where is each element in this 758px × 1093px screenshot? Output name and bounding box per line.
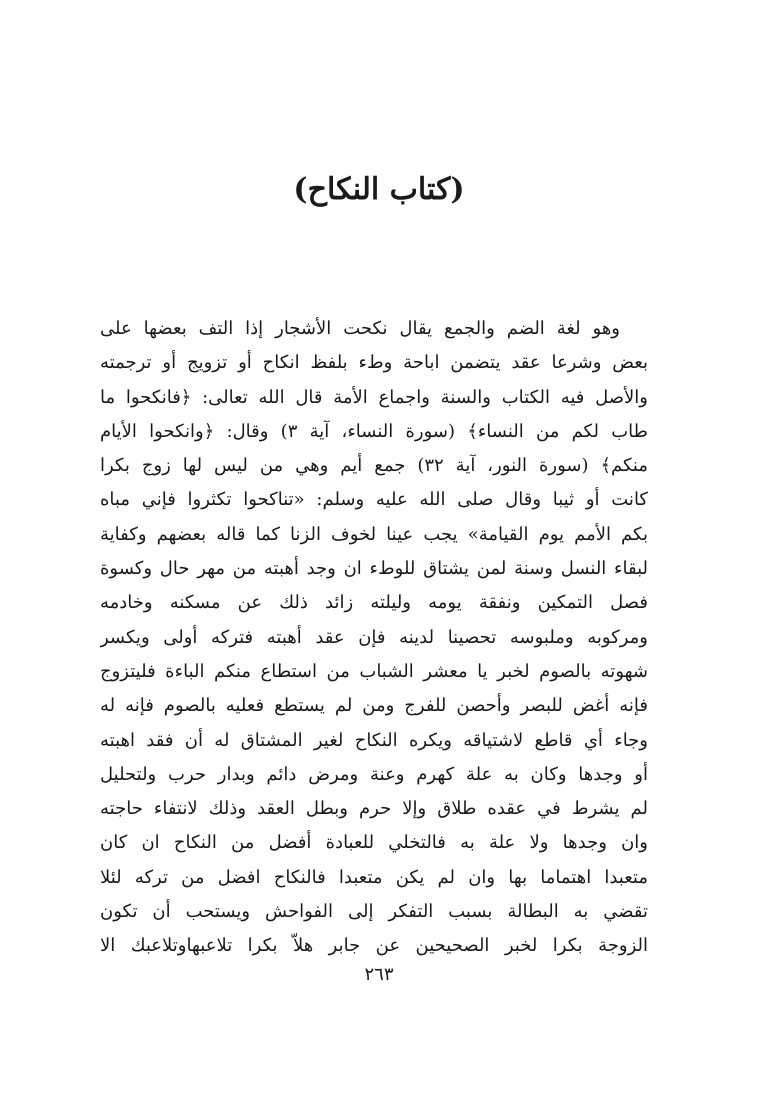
text-line: والأصل فيه الكتاب والسنة واجماع الأمة قال الله تعالى: ﴿فانكحوا ما (100, 386, 648, 408)
text-line: لبقاء النسل وسنة لمن يشتاق للوطء ان وجد أهبته من مهر حال وكسوة (100, 558, 648, 580)
text-line: كانت أو ثيبا وقال صلى الله عليه وسلم: «تناكحوا تكثروا فإني مباه (100, 489, 648, 511)
text-line: فصل التمكين ونفقة يومه وليلته زائد ذلك عن مسكنه وخادمه (100, 592, 648, 614)
text-line: وان وجدها ولا علة به فالتخلي للعبادة أفضل من النكاح ان كان (100, 832, 648, 854)
chapter-title: (كتاب النكاح) (293, 172, 465, 207)
text-line: تقضي به البطالة بسبب التفكر إلى الفواحش ويستحب أن تكون (100, 901, 648, 923)
text-line: بعض وشرعا عقد يتضمن اباحة وطء بلفظ انكاح أو تزويج أو ترجمته (100, 352, 648, 374)
text-line: متعبدا اهتماما بها وان لم يكن متعبدا فالنكاح افضل من تركه لئلا (100, 866, 648, 888)
text-line: فإنه أغض للبصر وأحصن للفرج ومن لم يستطع فعليه بالصوم فإنه له (100, 695, 648, 717)
text-line: وهو لغة الضم والجمع يقال نكحت الأشجار إذا التف بعضها على (100, 318, 620, 339)
text-line: ومركوبه وملبوسه تحصينا لدينه فإن عقد أهبته فتركه أولى ويكسر (100, 626, 648, 648)
text-line: بكم الأمم يوم القيامة» يجب عينا لخوف الزنا كما قاله بعضهم وكفاية (100, 523, 648, 545)
page-number: ٢٦٣ (364, 964, 394, 985)
text-line: شهوته بالصوم لخبر يا معشر الشباب من استطاع منكم الباءة فليتزوج (100, 660, 648, 682)
text-line: طاب لكم من النساء﴾ (سورة النساء، آية ٣) وقال: ﴿وانكحوا الأيام (100, 420, 648, 442)
text-line: أو وجدها وكان به علة كهرم وعنة ومرض دائم وبدار حرب ولتحليل (100, 763, 648, 785)
text-line: وجاء أي قاطع لاشتياقه ويكره النكاح لغير المشتاق له أن فقد اهبته (100, 729, 648, 751)
body-text (100, 312, 648, 964)
text-line: منكم﴾ (سورة النور، آية ٣٢) جمع أيم وهي من ليس لها زوج بكرا (100, 455, 648, 477)
text-line: لم يشرط في عقده طلاق وإلا حرم وبطل العقد وذلك لانتفاء حاجته (100, 798, 648, 820)
text-line: الزوجة بكرا لخبر الصحيحين عن جابر هلاّ بكرا تلاعبهاوتلاعبك الا (100, 935, 648, 957)
